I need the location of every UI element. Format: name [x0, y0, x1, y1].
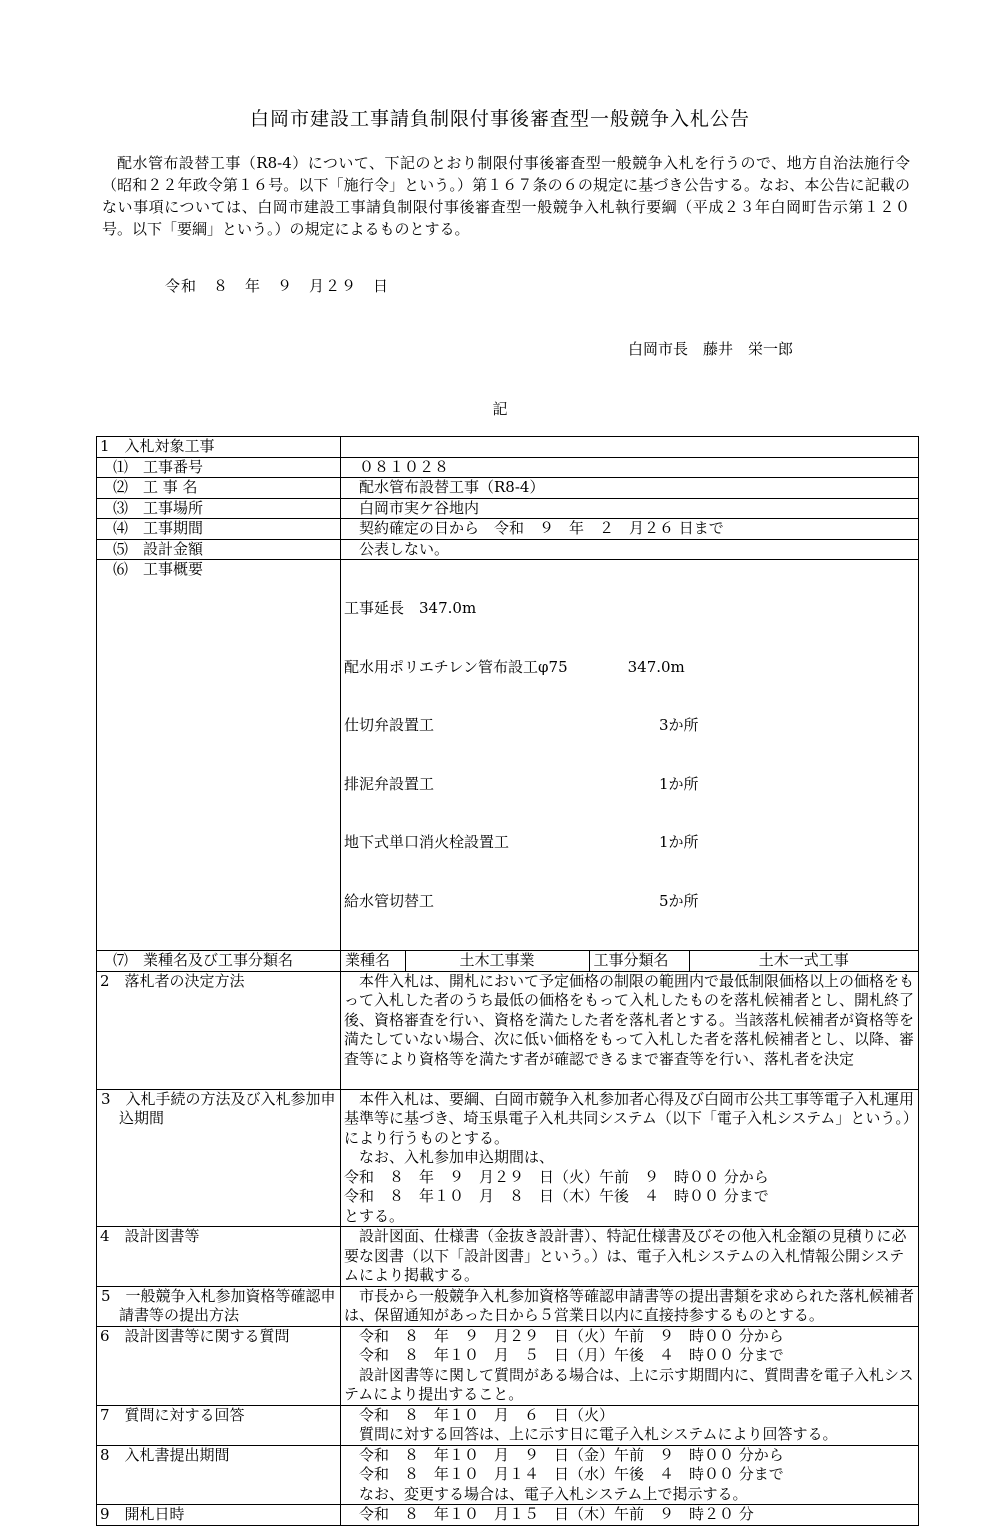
table-row [97, 1445, 919, 1505]
section-7-date: 令和 ８ 年１０ 月 ６ 日（火） [359, 1405, 615, 1424]
table-row [97, 1227, 919, 1287]
section-6-text [341, 1326, 919, 1405]
section-8-paragraph: なお、変更する場合は、電子入札システム上で掲示する。 [359, 1484, 748, 1503]
table-row [97, 457, 919, 478]
table-row [97, 519, 919, 540]
table-row [97, 951, 919, 972]
section-2-label: 2 落札者の決定方法 [97, 971, 341, 1089]
table-row [97, 560, 919, 951]
section-8-text [341, 1445, 919, 1505]
overview-line: 地下式単口消火栓設置工 1か所 [344, 833, 699, 851]
work-period: 契約確定の日から 令和 ９ 年 ２ 月２６ 日まで [341, 519, 919, 540]
table-row [97, 1089, 919, 1227]
work-overview [341, 560, 919, 951]
section-8-to: 令和 ８ 年１０ 月１４ 日（水）午後 ４ 時００ 分まで [359, 1465, 784, 1483]
section-2-paragraph: 本件入札は、開札において予定価格の制限の範囲内で最低制限価格以上の価格をもって入札した者のうち最低の価格をもって入札したものを落札候補者とし、開札終了後、資格審査を行い、資格を満たした者を落札者とする。当該落札候補者が資格等を満たしていない場合、次に低い価格をもって入札した者を落札候補者とし、以降、審査等により資格等を満たす者が確認できるまで審査等を行い、落札者を決定 [344, 971, 915, 1068]
intro-paragraph: 配水管布設替工事（R8-4）について、下記のとおり制限付事後審査型一般競争入札を行うので、地方自治法施行令（昭和２２年政令第１６号。以下「施行令」という。）第１６７条の６の規定に基づき公告する。なお、本公告に記載のない事項については、白岡市建設工事請負制限付事後審査型一般競争入札執行要綱（平成２３年白岡町告示第１２０号。以下「要綱」という。）の規定によるものとする。 [102, 154, 910, 238]
work-name: 配水管布設替工事（R8-4） [341, 478, 919, 499]
work-location: 白岡市実ケ谷地内 [341, 498, 919, 519]
section-7-label: 7 質問に対する回答 [97, 1405, 341, 1445]
section-1-label: 1 入札対象工事 [97, 437, 341, 458]
table-row [97, 1505, 919, 1526]
section-6-from: 令和 ８ 年 ９ 月２９ 日（火）午前 ９ 時００ 分から [359, 1326, 784, 1345]
table-row [97, 1405, 919, 1445]
section-5-text: 市長から一般競争入札参加資格等確認申請書等の提出書類を求められた落札候補者は、保留通知があった日から５営業日以内に直接持参するものとする。 [341, 1286, 919, 1326]
row-label: ⑹ 工事概要 [97, 560, 341, 951]
section-3-to: 令和 ８ 年１０ 月 ８ 日（木）午後 ４ 時００ 分まで [344, 1187, 769, 1205]
row-label: ⑺ 業種名及び工事分類名 [97, 951, 341, 972]
overview-line: 工事延長 347.0m [344, 599, 477, 617]
section-8-label: 8 入札書提出期間 [97, 1445, 341, 1505]
ki-heading: 記 [492, 400, 508, 418]
section-7-text [341, 1405, 919, 1445]
industry-table [341, 951, 918, 971]
notice-table [96, 436, 919, 1526]
row-label: ⑷ 工事期間 [97, 519, 341, 540]
row-label: ⑴ 工事番号 [97, 457, 341, 478]
overview-line: 仕切弁設置工 3か所 [344, 716, 699, 734]
overview-line: 配水用ポリエチレン管布設工φ75 347.0m [344, 657, 685, 676]
row-label: ⑵ 工 事 名 [97, 478, 341, 499]
section-2-text [341, 971, 919, 1089]
signer: 白岡市長 藤井 栄一郎 [628, 340, 794, 358]
section-9-label: 9 開札日時 [97, 1505, 341, 1526]
section-4-text: 設計図面、仕様書（金抜き設計書）、特記仕様書及びその他入札金額の見積りに必要な図書（以下「設計図書」という。）は、電子入札システムの入札情報公開システムにより掲載する。 [341, 1227, 919, 1287]
design-amount: 公表しない。 [341, 539, 919, 560]
row-label: ⑸ 設計金額 [97, 539, 341, 560]
section-6-paragraph: 設計図書等に関して質問がある場合は、上に示す期間内に、質問書を電子入札システムにより提出すること。 [344, 1365, 914, 1403]
opening-datetime: 令和 ８ 年１０ 月１５ 日（木）午前 ９ 時２０ 分 [341, 1505, 919, 1526]
section-3-note: なお、入札参加申込期間は、 [359, 1148, 555, 1166]
industry-value: 土木工事業 [405, 951, 589, 971]
industry-key: 業種名 [341, 951, 405, 971]
section-3-from: 令和 ８ 年 ９ 月２９ 日（火）午前 ９ 時００ 分から [344, 1167, 769, 1186]
table-row [97, 539, 919, 560]
section-8-from: 令和 ８ 年１０ 月 ９ 日（金）午前 ９ 時００ 分から [359, 1445, 784, 1464]
classification-value: 土木一式工事 [758, 951, 849, 969]
overview-line: 排泥弁設置工 1か所 [344, 774, 699, 793]
section-7-paragraph: 質問に対する回答は、上に示す日に電子入札システムにより回答する。 [359, 1425, 838, 1443]
section-6-to: 令和 ８ 年１０ 月 ５ 日（月）午後 ４ 時００ 分まで [359, 1346, 784, 1364]
industry-cell [341, 951, 919, 972]
table-row [97, 498, 919, 519]
page-title: 白岡市建設工事請負制限付事後審査型一般競争入札公告 [249, 108, 750, 130]
section-3-paragraph: 本件入札は、要綱、白岡市競争入札参加者心得及び白岡市公共工事等電子入札運用基準等に基づき、埼玉県電子入札共同システム（以下「電子入札システム」という。）により行うものとする。 [344, 1089, 915, 1147]
table-row [97, 971, 919, 1089]
section-6-label: 6 設計図書等に関する質問 [97, 1326, 341, 1405]
table-row [97, 1286, 919, 1326]
classification-key: 工事分類名 [589, 951, 689, 971]
table-row [97, 437, 919, 458]
overview-line: 給水管切替工 5か所 [344, 891, 699, 910]
section-3-label: 3 入札手続の方法及び入札参加申込期間 [97, 1089, 341, 1227]
section-5-label: 5 一般競争入札参加資格等確認申請書等の提出方法 [97, 1286, 341, 1326]
section-1-value [341, 437, 919, 458]
notice-date: 令和 ８ 年 ９ 月２９ 日 [165, 277, 390, 295]
section-3-text [341, 1089, 919, 1227]
row-label: ⑶ 工事場所 [97, 498, 341, 519]
table-row [97, 1326, 919, 1405]
section-4-label: 4 設計図書等 [97, 1227, 341, 1287]
table-row [97, 478, 919, 499]
section-3-end: とする。 [344, 1206, 405, 1225]
work-number: ０８１０２８ [341, 457, 919, 478]
